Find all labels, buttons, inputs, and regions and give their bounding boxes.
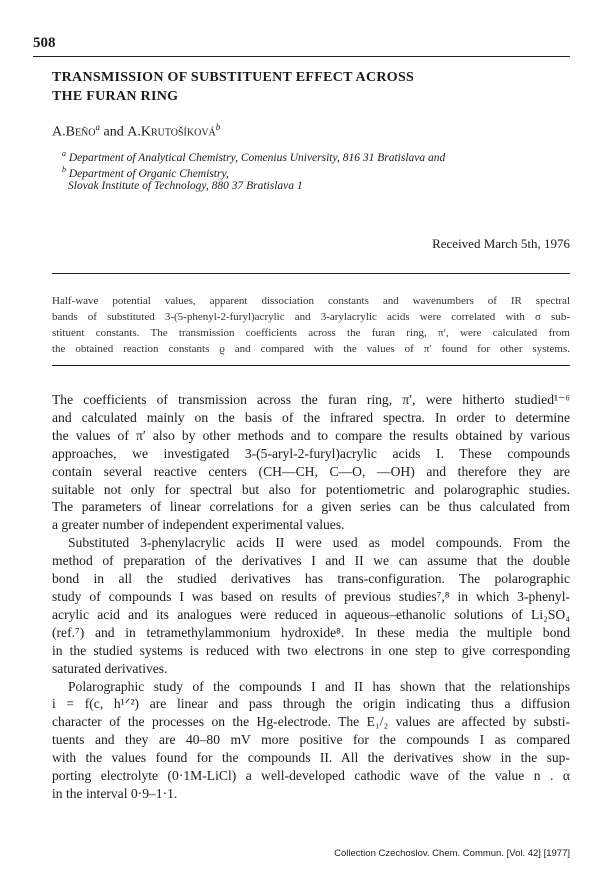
abstract-top-rule <box>52 273 570 274</box>
page-number: 508 <box>33 35 56 51</box>
author-2: A.Krutošíková <box>127 124 216 140</box>
body-text <box>52 391 570 803</box>
body-line: (ref.⁷) and in tetramethylammonium hydroxide⁸. In these media the multiple bond <box>52 624 570 640</box>
affiliation-b-text: Department of Organic Chemistry, <box>66 167 229 180</box>
received-date: Received March 5th, 1976 <box>432 236 570 251</box>
affiliation-a-sup: a <box>62 149 66 158</box>
body-line: The parameters of linear correlations for a given series can be thus calculated from <box>52 499 570 515</box>
body-line: porting electrolyte (0·1M-LiCl) a well-developed cathodic wave of the value n . α <box>52 768 570 784</box>
affiliation-a-text: Department of Analytical Chemistry, Comenius University, 816 31 Bratislava and <box>66 151 446 164</box>
body-line: a greater number of independent experimental values. <box>52 517 345 533</box>
body-line: i = f(c, h¹ᐟ²) are linear and pass through the origin indicating thus a diffusion <box>52 696 570 712</box>
body-line: suitable not only for spectral but also for potentiometric and polarographic studies. <box>52 481 570 497</box>
body-line: character of the processes on the Hg-electrode. The E₁/₂ values are affected by substi- <box>52 714 570 730</box>
body-line: method of preparation of the derivatives I and II we can assume that the double <box>52 553 570 569</box>
abstract-line: bands of substituted 3-(5-phenyl-2-furyl)acrylic and 3-arylacrylic acids were correlated with σ sub- <box>52 311 570 323</box>
abstract-line: stituent constants. The transmission coefficients across the furan ring, π′, were calculated from <box>52 327 570 339</box>
body-line: bond in all the studied derivatives has trans-configuration. The polarographic <box>52 571 570 587</box>
body-line: in the interval 0·9–1·1. <box>52 785 178 801</box>
body-line: tuents and they are 40–80 mV more positive for the compounds I as compared <box>52 732 570 748</box>
abstract <box>52 293 570 357</box>
body-line: study of compounds I was based on results of previous studies⁷,⁸ in which 3-phenyl- <box>52 588 570 604</box>
abstract-line: the obtained reaction constants ϱ and compared with the values of π′ found for other systems. <box>52 343 570 355</box>
author-1: A.Beňo <box>52 124 96 140</box>
header-rule <box>33 56 570 57</box>
author-and: and <box>100 124 128 140</box>
author-list <box>52 122 220 141</box>
body-line: and calculated mainly on the basis of the infrared spectra. In order to determine <box>52 409 570 425</box>
abstract-line: Half-wave potential values, apparent dissociation constants and wavenumbers of IR spectral <box>52 295 570 307</box>
body-line: in the studied systems is reduced with two electrons in one step to give corresponding <box>52 642 570 658</box>
abstract-bottom-rule <box>52 365 570 366</box>
body-line: approaches, we investigated 3-(5-aryl-2-furyl)acrylic acids I. These compounds <box>52 445 570 461</box>
author-1-sup: a <box>95 122 100 132</box>
article-title <box>52 68 414 106</box>
body-line: the values of π′ also by other methods and to compare the results obtained by various <box>52 427 570 443</box>
body-line: Substituted 3-phenylacrylic acids II were used as model compounds. From the <box>68 535 570 551</box>
body-line: with the values found for the compounds II. All the derivatives show in the sup- <box>52 750 570 766</box>
body-line: saturated derivatives. <box>52 660 168 676</box>
title-line-1: TRANSMISSION OF SUBSTITUENT EFFECT ACROSS <box>52 70 415 85</box>
journal-footer: Collection Czechoslov. Chem. Commun. [Vol. 42] [1977] <box>334 848 570 859</box>
author-2-sup: b <box>215 122 221 132</box>
body-line: acrylic acid and its analogues were reduced in aqueous–ethanolic solutions of Li₂SO₄ <box>52 606 570 622</box>
body-line: contain several reactive centers (CH—CH, C—O, —OH) and therefore they are <box>52 463 570 479</box>
body-line: Polarographic study of the compounds I and II has shown that the relationships <box>68 678 570 694</box>
title-line-2: THE FURAN RING <box>52 89 179 104</box>
affiliation-b-sup: b <box>62 165 66 174</box>
affiliation-b-institute: Slovak Institute of Technology, 880 37 Bratislava 1 <box>68 180 303 192</box>
body-line: The coefficients of transmission across the furan ring, π′, were hitherto studied¹⁻⁶ <box>52 392 570 407</box>
